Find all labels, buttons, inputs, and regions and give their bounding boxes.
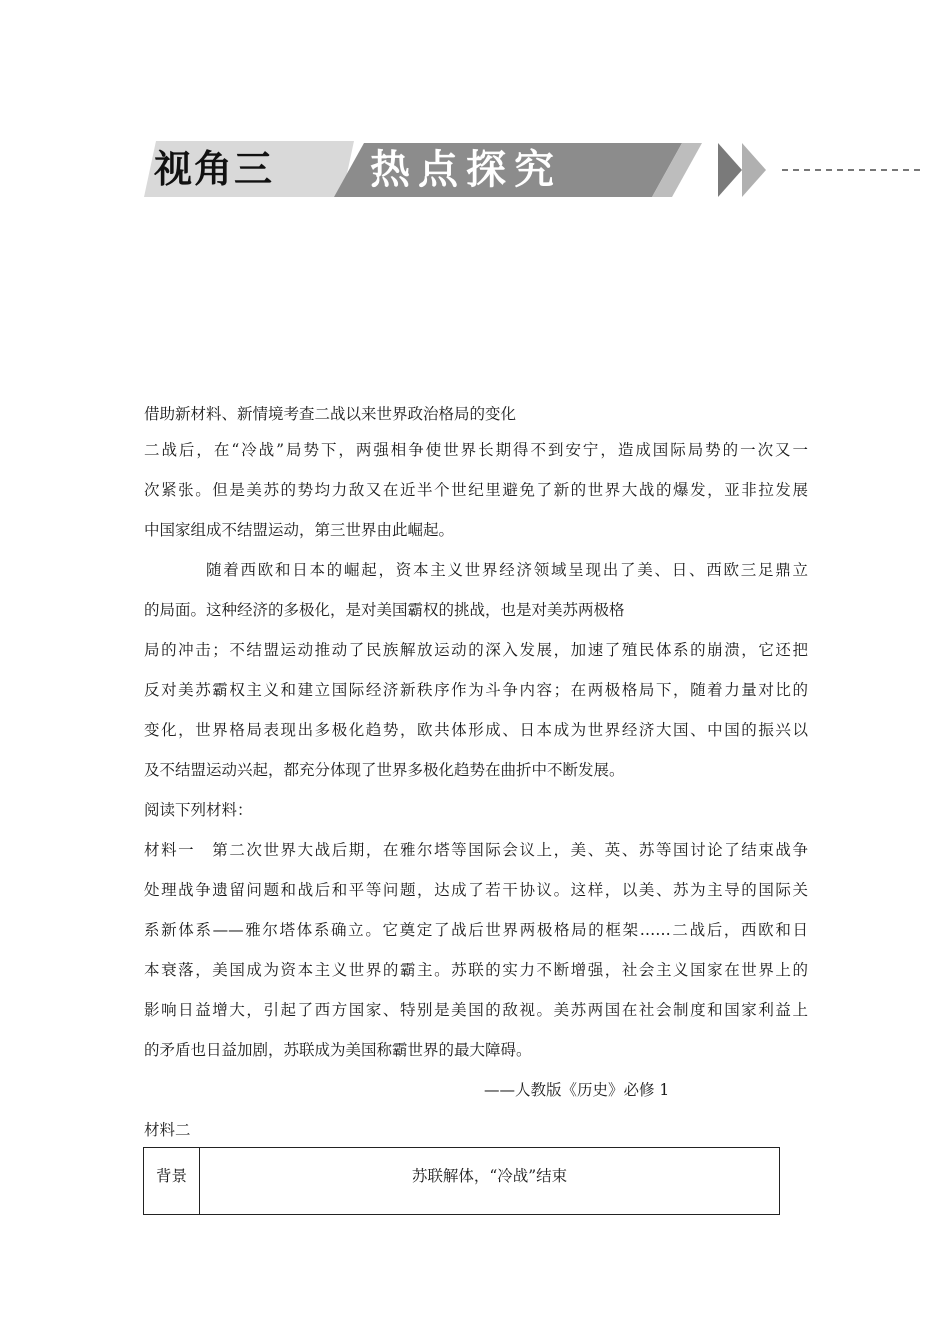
analysis-line: 变化，世界格局表现出多极化趋势，欧共体形成、日本成为世界经济大国、中国的振兴以 (144, 721, 808, 739)
banner-label-part2: 热点探究 (370, 147, 562, 193)
intro-line: 二战后，在“冷战”局势下，两强相争使世界长期得不到安宁，造成国际局势的一次又一 (144, 441, 808, 459)
material-two-label: 材料二 (144, 1121, 191, 1139)
analysis-line: 及不结盟运动兴起，都充分体现了世界多极化趋势在曲折中不断发展。 (144, 761, 625, 779)
analysis-line: 随着西欧和日本的崛起，资本主义世界经济领域呈现出了美、日、西欧三足鼎立 (206, 561, 808, 579)
banner-label-part1: 视角三 (154, 147, 275, 191)
document-body (144, 398, 808, 1150)
read-prompt: 阅读下列材料： (144, 801, 253, 819)
analysis-line: 的局面。这种经济的多极化，是对美国霸权的挑战，也是对美苏两极格 (144, 601, 625, 619)
material-one-line: 的矛盾也日益加剧，苏联成为美国称霸世界的最大障碍。 (144, 1041, 532, 1059)
table-value-cell: 苏联解体，“冷战”结束 (411, 1167, 568, 1185)
analysis-paragraph (144, 550, 808, 790)
analysis-line: 局的冲击；不结盟运动推动了民族解放运动的深入发展，加速了殖民体系的崩溃，它还把 (144, 641, 808, 659)
material-one-line: 材料一 第二次世界大战后期，在雅尔塔等国际会议上，美、英、苏等国讨论了结束战争 (144, 841, 808, 859)
intro-line: 中国家组成不结盟运动，第三世界由此崛起。 (144, 521, 455, 539)
material-one-line: 系新体系——雅尔塔体系确立。它奠定了战后世界两极格局的框架……二战后，西欧和日 (144, 921, 808, 939)
intro-line: 次紧张。但是美苏的势均力敌又在近半个世纪里避免了新的世界大战的爆发，亚非拉发展 (144, 481, 808, 499)
intro-paragraph (144, 430, 808, 550)
material-two-table (143, 1147, 780, 1215)
topic-heading: 借助新材料、新情境考查二战以来世界政治格局的变化 (144, 405, 517, 423)
material-one (144, 830, 808, 1070)
material-one-source: ——人教版《历史》必修 1 (484, 1081, 670, 1099)
analysis-line: 反对美苏霸权主义和建立国际经济新秩序作为斗争内容；在两极格局下，随着力量对比的 (144, 681, 808, 699)
material-one-line: 影响日益增大，引起了西方国家、特别是美国的敌视。美苏两国在社会制度和国家利益上 (144, 1001, 808, 1019)
material-one-line: 处理战争遗留问题和战后和平等问题，达成了若干协议。这样，以美、苏为主导的国际关 (144, 881, 808, 899)
material-one-line: 本衰落，美国成为资本主义世界的霸主。苏联的实力不断增强，社会主义国家在世界上的 (144, 961, 808, 979)
section-banner (142, 137, 922, 201)
table-header-cell: 背景 (144, 1148, 200, 1214)
